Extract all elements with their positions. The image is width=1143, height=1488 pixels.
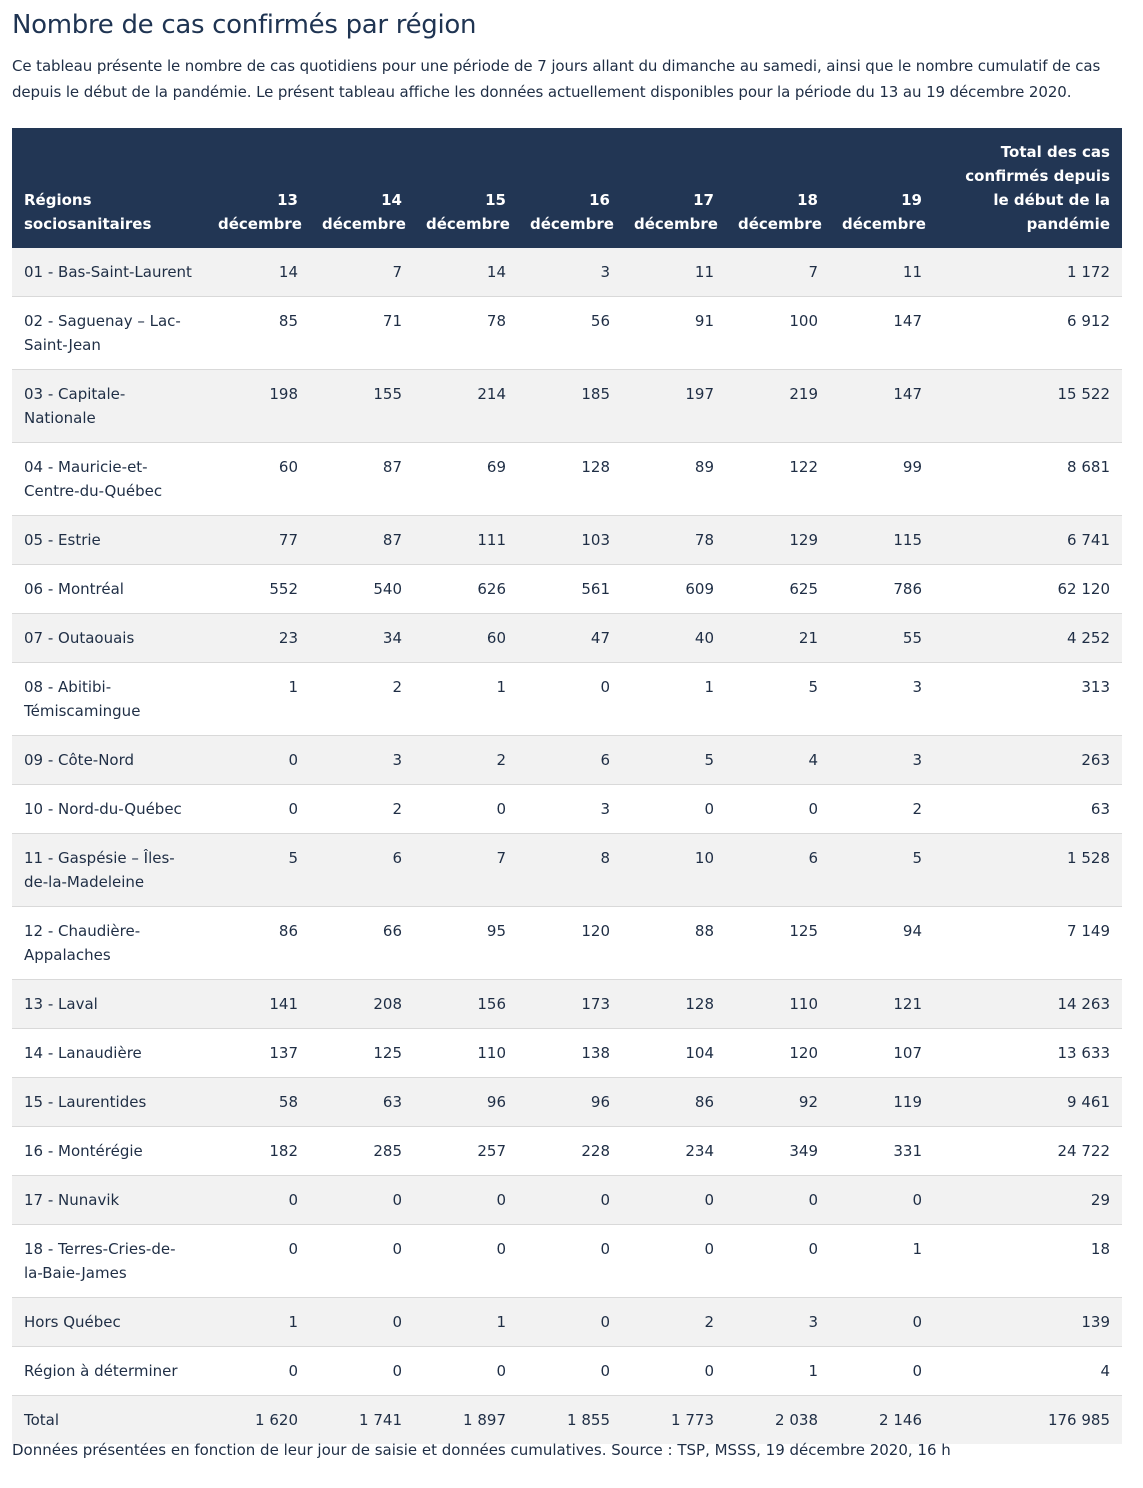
daily-cases-cell: 0: [518, 1176, 622, 1225]
daily-cases-cell: 1: [206, 1298, 310, 1347]
daily-cases-cell: 1: [206, 663, 310, 736]
daily-cases-cell: 6: [726, 834, 830, 907]
daily-cases-cell: 1: [622, 663, 726, 736]
daily-cases-cell: 11: [830, 248, 934, 297]
daily-cases-cell: 198: [206, 370, 310, 443]
region-name: Région à déterminer: [12, 1347, 206, 1396]
daily-cases-cell: 88: [622, 907, 726, 980]
region-name: 02 - Saguenay – Lac-Saint-Jean: [12, 297, 206, 370]
cases-table: [12, 128, 1122, 1444]
daily-cases-cell: 120: [518, 907, 622, 980]
region-name: 14 - Lanaudière: [12, 1029, 206, 1078]
daily-cases-cell: 89: [622, 443, 726, 516]
daily-cases-cell: 0: [622, 1176, 726, 1225]
cumulative-total-cell: 263: [934, 736, 1122, 785]
daily-cases-cell: 257: [414, 1127, 518, 1176]
header-row: [12, 128, 1122, 248]
daily-cases-cell: 1: [414, 663, 518, 736]
daily-cases-cell: 5: [726, 663, 830, 736]
cumulative-total-cell: 4 252: [934, 614, 1122, 663]
cumulative-total-cell: 62 120: [934, 565, 1122, 614]
header-day: 17 décembre: [622, 128, 726, 248]
daily-cases-cell: 99: [830, 443, 934, 516]
daily-cases-cell: 0: [414, 1225, 518, 1298]
daily-cases-cell: 155: [310, 370, 414, 443]
table-row: [12, 443, 1122, 516]
daily-cases-cell: 3: [518, 248, 622, 297]
daily-cases-cell: 94: [830, 907, 934, 980]
table-row: [12, 663, 1122, 736]
intro-paragraph: Ce tableau présente le nombre de cas quotidiens pour une période de 7 jours allant du dimanche au samedi, ainsi que le nombre cumulatif de cas depuis le début de la pandémie. Le présent tableau affiche les données actuellement disponibles pour la période du 13 au 19 décembre 2020.: [12, 57, 1101, 101]
region-name: 16 - Montérégie: [12, 1127, 206, 1176]
daily-cases-cell: 0: [206, 1176, 310, 1225]
header-day: 18 décembre: [726, 128, 830, 248]
daily-cases-cell: 122: [726, 443, 830, 516]
daily-cases-cell: 2 146: [830, 1396, 934, 1445]
header-total: Total des cas confirmés depuis le début de la pandémie: [934, 128, 1122, 248]
cumulative-total-cell: 6 912: [934, 297, 1122, 370]
daily-cases-cell: 0: [830, 1347, 934, 1396]
daily-cases-cell: 138: [518, 1029, 622, 1078]
daily-cases-cell: 2 038: [726, 1396, 830, 1445]
region-name: 03 - Capitale-Nationale: [12, 370, 206, 443]
daily-cases-cell: 626: [414, 565, 518, 614]
daily-cases-cell: 7: [310, 248, 414, 297]
daily-cases-cell: 7: [726, 248, 830, 297]
daily-cases-cell: 71: [310, 297, 414, 370]
daily-cases-cell: 0: [414, 1347, 518, 1396]
daily-cases-cell: 228: [518, 1127, 622, 1176]
daily-cases-cell: 3: [518, 785, 622, 834]
table-row: [12, 1347, 1122, 1396]
daily-cases-cell: 5: [830, 834, 934, 907]
daily-cases-cell: 0: [518, 1298, 622, 1347]
cumulative-total-cell: 13 633: [934, 1029, 1122, 1078]
daily-cases-cell: 0: [518, 663, 622, 736]
daily-cases-cell: 349: [726, 1127, 830, 1176]
daily-cases-cell: 0: [726, 1225, 830, 1298]
daily-cases-cell: 66: [310, 907, 414, 980]
table-row: [12, 565, 1122, 614]
cumulative-total-cell: 29: [934, 1176, 1122, 1225]
daily-cases-cell: 78: [414, 297, 518, 370]
daily-cases-cell: 56: [518, 297, 622, 370]
daily-cases-cell: 0: [518, 1347, 622, 1396]
daily-cases-cell: 115: [830, 516, 934, 565]
table-row: [12, 785, 1122, 834]
daily-cases-cell: 0: [206, 736, 310, 785]
cumulative-total-cell: 14 263: [934, 980, 1122, 1029]
region-name: 01 - Bas-Saint-Laurent: [12, 248, 206, 297]
region-name: 05 - Estrie: [12, 516, 206, 565]
cumulative-total-cell: 7 149: [934, 907, 1122, 980]
table-row: [12, 1029, 1122, 1078]
daily-cases-cell: 5: [206, 834, 310, 907]
region-name: 08 - Abitibi-Témiscamingue: [12, 663, 206, 736]
daily-cases-cell: 119: [830, 1078, 934, 1127]
daily-cases-cell: 21: [726, 614, 830, 663]
daily-cases-cell: 5: [622, 736, 726, 785]
cumulative-total-cell: 176 985: [934, 1396, 1122, 1445]
daily-cases-cell: 4: [726, 736, 830, 785]
table-row: [12, 980, 1122, 1029]
header-day: 13 décembre: [206, 128, 310, 248]
daily-cases-cell: 0: [206, 1347, 310, 1396]
daily-cases-cell: 1 741: [310, 1396, 414, 1445]
table-header: [12, 128, 1122, 248]
daily-cases-cell: 47: [518, 614, 622, 663]
header-day: 16 décembre: [518, 128, 622, 248]
daily-cases-cell: 40: [622, 614, 726, 663]
region-name: 10 - Nord-du-Québec: [12, 785, 206, 834]
total-row: [12, 1396, 1122, 1445]
daily-cases-cell: 60: [206, 443, 310, 516]
daily-cases-cell: 0: [622, 1347, 726, 1396]
total-label: Total: [12, 1396, 206, 1445]
daily-cases-cell: 103: [518, 516, 622, 565]
daily-cases-cell: 121: [830, 980, 934, 1029]
region-name: 12 - Chaudière-Appalaches: [12, 907, 206, 980]
table-row: [12, 297, 1122, 370]
cumulative-total-cell: 63: [934, 785, 1122, 834]
region-name: 18 - Terres-Cries-de-la-Baie-James: [12, 1225, 206, 1298]
daily-cases-cell: 0: [206, 1225, 310, 1298]
table-body: [12, 248, 1122, 1444]
daily-cases-cell: 0: [830, 1176, 934, 1225]
daily-cases-cell: 1 773: [622, 1396, 726, 1445]
daily-cases-cell: 0: [310, 1298, 414, 1347]
daily-cases-cell: 234: [622, 1127, 726, 1176]
table-row: [12, 834, 1122, 907]
daily-cases-cell: 214: [414, 370, 518, 443]
table-row: [12, 614, 1122, 663]
daily-cases-cell: 0: [830, 1298, 934, 1347]
daily-cases-cell: 2: [622, 1298, 726, 1347]
daily-cases-cell: 104: [622, 1029, 726, 1078]
region-name: 15 - Laurentides: [12, 1078, 206, 1127]
daily-cases-cell: 0: [414, 785, 518, 834]
daily-cases-cell: 141: [206, 980, 310, 1029]
daily-cases-cell: 6: [518, 736, 622, 785]
region-name: Hors Québec: [12, 1298, 206, 1347]
daily-cases-cell: 1 855: [518, 1396, 622, 1445]
daily-cases-cell: 625: [726, 565, 830, 614]
daily-cases-cell: 128: [622, 980, 726, 1029]
daily-cases-cell: 2: [310, 785, 414, 834]
daily-cases-cell: 147: [830, 370, 934, 443]
table-row: [12, 907, 1122, 980]
daily-cases-cell: 78: [622, 516, 726, 565]
cumulative-total-cell: 1 528: [934, 834, 1122, 907]
table-row: [12, 736, 1122, 785]
cumulative-total-cell: 18: [934, 1225, 1122, 1298]
daily-cases-cell: 1: [830, 1225, 934, 1298]
daily-cases-cell: 87: [310, 443, 414, 516]
daily-cases-cell: 120: [726, 1029, 830, 1078]
daily-cases-cell: 100: [726, 297, 830, 370]
daily-cases-cell: 3: [830, 736, 934, 785]
daily-cases-cell: 1 620: [206, 1396, 310, 1445]
cumulative-total-cell: 313: [934, 663, 1122, 736]
daily-cases-cell: 129: [726, 516, 830, 565]
daily-cases-cell: 85: [206, 297, 310, 370]
daily-cases-cell: 137: [206, 1029, 310, 1078]
header-day: 19 décembre: [830, 128, 934, 248]
table-row: [12, 1127, 1122, 1176]
daily-cases-cell: 69: [414, 443, 518, 516]
daily-cases-cell: 125: [726, 907, 830, 980]
header-day: 14 décembre: [310, 128, 414, 248]
daily-cases-cell: 95: [414, 907, 518, 980]
page-title: Nombre de cas confirmés par région: [12, 10, 477, 40]
cumulative-total-cell: 15 522: [934, 370, 1122, 443]
daily-cases-cell: 3: [726, 1298, 830, 1347]
daily-cases-cell: 0: [726, 1176, 830, 1225]
daily-cases-cell: 128: [518, 443, 622, 516]
daily-cases-cell: 58: [206, 1078, 310, 1127]
daily-cases-cell: 3: [310, 736, 414, 785]
daily-cases-cell: 63: [310, 1078, 414, 1127]
daily-cases-cell: 0: [726, 785, 830, 834]
source-note: Données présentées en fonction de leur jour de saisie et données cumulatives. Source : TSP, MSSS, 19 décembre 2020, 16 h: [12, 1441, 951, 1459]
daily-cases-cell: 2: [414, 736, 518, 785]
cumulative-total-cell: 6 741: [934, 516, 1122, 565]
daily-cases-cell: 1 897: [414, 1396, 518, 1445]
daily-cases-cell: 91: [622, 297, 726, 370]
daily-cases-cell: 0: [518, 1225, 622, 1298]
daily-cases-cell: 55: [830, 614, 934, 663]
cumulative-total-cell: 1 172: [934, 248, 1122, 297]
daily-cases-cell: 107: [830, 1029, 934, 1078]
daily-cases-cell: 3: [830, 663, 934, 736]
daily-cases-cell: 2: [310, 663, 414, 736]
daily-cases-cell: 0: [622, 785, 726, 834]
daily-cases-cell: 552: [206, 565, 310, 614]
daily-cases-cell: 173: [518, 980, 622, 1029]
header-region: Régions sociosanitaires: [12, 128, 206, 248]
region-name: 13 - Laval: [12, 980, 206, 1029]
daily-cases-cell: 34: [310, 614, 414, 663]
daily-cases-cell: 96: [414, 1078, 518, 1127]
daily-cases-cell: 1: [726, 1347, 830, 1396]
cumulative-total-cell: 9 461: [934, 1078, 1122, 1127]
daily-cases-cell: 156: [414, 980, 518, 1029]
daily-cases-cell: 219: [726, 370, 830, 443]
daily-cases-cell: 11: [622, 248, 726, 297]
daily-cases-cell: 60: [414, 614, 518, 663]
daily-cases-cell: 86: [622, 1078, 726, 1127]
region-name: 06 - Montréal: [12, 565, 206, 614]
daily-cases-cell: 110: [726, 980, 830, 1029]
cumulative-total-cell: 139: [934, 1298, 1122, 1347]
daily-cases-cell: 86: [206, 907, 310, 980]
daily-cases-cell: 23: [206, 614, 310, 663]
daily-cases-cell: 96: [518, 1078, 622, 1127]
daily-cases-cell: 0: [414, 1176, 518, 1225]
daily-cases-cell: 87: [310, 516, 414, 565]
region-name: 11 - Gaspésie – Îles-de-la-Madeleine: [12, 834, 206, 907]
daily-cases-cell: 125: [310, 1029, 414, 1078]
region-name: 09 - Côte-Nord: [12, 736, 206, 785]
table-row: [12, 1078, 1122, 1127]
daily-cases-cell: 609: [622, 565, 726, 614]
daily-cases-cell: 0: [622, 1225, 726, 1298]
cumulative-total-cell: 24 722: [934, 1127, 1122, 1176]
daily-cases-cell: 7: [414, 834, 518, 907]
region-name: 04 - Mauricie-et-Centre-du-Québec: [12, 443, 206, 516]
table-row: [12, 248, 1122, 297]
daily-cases-cell: 92: [726, 1078, 830, 1127]
daily-cases-cell: 111: [414, 516, 518, 565]
daily-cases-cell: 8: [518, 834, 622, 907]
daily-cases-cell: 208: [310, 980, 414, 1029]
region-name: 07 - Outaouais: [12, 614, 206, 663]
daily-cases-cell: 197: [622, 370, 726, 443]
daily-cases-cell: 10: [622, 834, 726, 907]
table-row: [12, 1298, 1122, 1347]
daily-cases-cell: 331: [830, 1127, 934, 1176]
daily-cases-cell: 0: [310, 1176, 414, 1225]
daily-cases-cell: 1: [414, 1298, 518, 1347]
daily-cases-cell: 561: [518, 565, 622, 614]
daily-cases-cell: 285: [310, 1127, 414, 1176]
cumulative-total-cell: 4: [934, 1347, 1122, 1396]
header-day: 15 décembre: [414, 128, 518, 248]
daily-cases-cell: 786: [830, 565, 934, 614]
table-row: [12, 516, 1122, 565]
daily-cases-cell: 14: [206, 248, 310, 297]
daily-cases-cell: 14: [414, 248, 518, 297]
daily-cases-cell: 0: [206, 785, 310, 834]
daily-cases-cell: 185: [518, 370, 622, 443]
table-row: [12, 1176, 1122, 1225]
daily-cases-cell: 0: [310, 1347, 414, 1396]
daily-cases-cell: 540: [310, 565, 414, 614]
daily-cases-cell: 6: [310, 834, 414, 907]
daily-cases-cell: 2: [830, 785, 934, 834]
region-name: 17 - Nunavik: [12, 1176, 206, 1225]
table-row: [12, 370, 1122, 443]
daily-cases-cell: 110: [414, 1029, 518, 1078]
daily-cases-cell: 147: [830, 297, 934, 370]
table-row: [12, 1225, 1122, 1298]
daily-cases-cell: 182: [206, 1127, 310, 1176]
daily-cases-cell: 0: [310, 1225, 414, 1298]
daily-cases-cell: 77: [206, 516, 310, 565]
cumulative-total-cell: 8 681: [934, 443, 1122, 516]
